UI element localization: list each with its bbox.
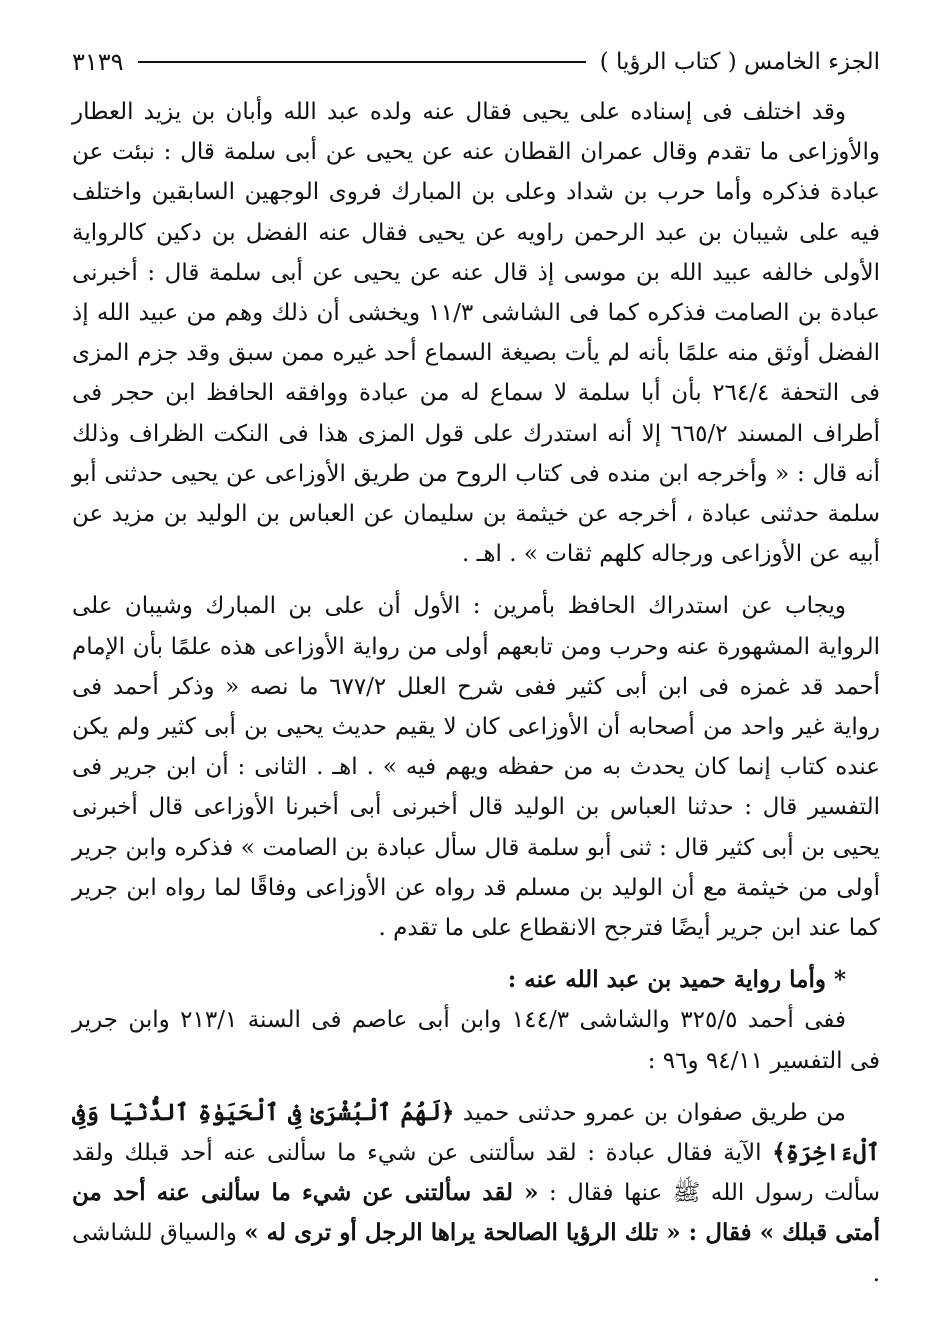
p4-end: والسياق للشاشى . — [72, 1220, 880, 1287]
page-number: ٣١٣٩ — [72, 48, 124, 76]
paragraph-1: وقد اختلف فى إسناده على يحيى فقال عنه ولده عبد الله وأبان بن يزيد العطار والأوزاعى ما تقدم وقال عمران القطان عنه عن يحيى عن أبى سلمة قال : نبئت عن عبادة فذكره وأما حرب بن شداد وعلى بن المبارك فروى الوجهين السابقين واختلف فيه على شيبان بن عبد الرحمن راويه عن يحيى فقال عنه الفضل بن دكين كالرواية الأولى خالفه عبيد الله بن موسى إذ قال عنه عن يحيى عن أبى سلمة قال : أخبرنى عبادة بن الصامت فذكره كما فى الشاشى ١١/٣ ويخشى أن ذلك وهم من عبيد الله إذ الفضل أوثق منه علمًا بأنه لم يأت بصيغة السماع أحد غيره ممن سبق وقد جزم المزى فى التحفة ٢٦٤/٤ بأن أبا سلمة لا سماع له من عبادة ووافقه الحافظ ابن حجر فى أطراف المسند ٦٦٥/٢ إلا أنه استدرك على قول المزى هذا فى النكت الظراف وذلك أنه قال : « وأخرجه ابن منده فى كتاب الروح من طريق الأوزاعى عن يحيى حدثنى أبو سلمة حدثنى عبادة ، أخرجه عن خيثمة بن سليمان عن العباس بن الوليد بن مزيد عن أبيه عن الأوزاعى ورجاله كلهم ثقات » . اهـ . — [72, 99, 880, 568]
hadith-quote: « لقد سألتنى عن شيء ما سألنى عنه أحد من أمتى قبلك » فقال : « تلك الرؤيا الصالحة يراها الرجل أو ترى له » — [72, 1179, 881, 1247]
quran-verse: ﴿لَهُمُ ٱلْبُشْرَىٰ فِى ٱلْحَيَوٰةِ ٱلدُّنْيَا وَفِى ٱلْءَاخِرَةِ﴾ — [72, 1098, 880, 1167]
header-rule — [138, 61, 586, 63]
paragraph-2: ويجاب عن استدراك الحافظ بأمرين : الأول أن على بن المبارك وشيبان على الرواية المشهورة عنه وحرب ومن تابعهم أولى من رواية الأوزاعى هذه علمًا بأن الإمام أحمد قد غمزه فى ابن أبى كثير ففى شرح العلل ٦٧٧/٢ ما نصه « وذكر أحمد فى رواية غير واحد من أصحابه أن الأوزاعى كان لا يقيم حديث يحيى بن أبى كثير ولم يكن عنده كتاب إنما كان يحدث به من حفظه ويهم فيه » . اهـ . الثانى : أن ابن جرير فى التفسير قال : حدثنا العباس بن الوليد قال أخبرنى أبى أخبرنا الأوزاعى قال أخبرنى يحيى بن أبى كثير قال : ثنى أبو سلمة قال سأل عبادة بن الصامت » فذكره وابن جرير أولى من خيثمة مع أن الوليد بن مسلم قد رواه عن الأوزاعى وفاقًا لما رواه ابن جرير كما عند ابن جرير أيضًا فترجح الانقطاع على ما تقدم . — [72, 593, 880, 942]
running-title: الجزء الخامس ( كتاب الرؤيا ) — [599, 49, 880, 75]
section-heading: * وأما رواية حميد بن عبد الله عنه : — [507, 966, 846, 994]
page-header — [72, 40, 880, 84]
p4-start: من طريق صفوان بن عمرو حدثنى حميد — [462, 1099, 847, 1126]
p4-middle: الآية فقال عبادة : لقد سألتنى عن شيء ما سألنى عنه أحد قبلك ولقد سألت رسول الله ﷺ عنها فقال : — [72, 1140, 880, 1207]
paragraph-4 — [72, 1093, 880, 1294]
body-text — [72, 92, 880, 1294]
paragraph-3: ففى أحمد ٣٢٥/٥ والشاشى ١٤٤/٣ وابن أبى عاصم فى السنة ٢١٣/١ وابن جرير فى التفسير ٩٤/١١ و٩٦ : — [72, 1007, 880, 1074]
